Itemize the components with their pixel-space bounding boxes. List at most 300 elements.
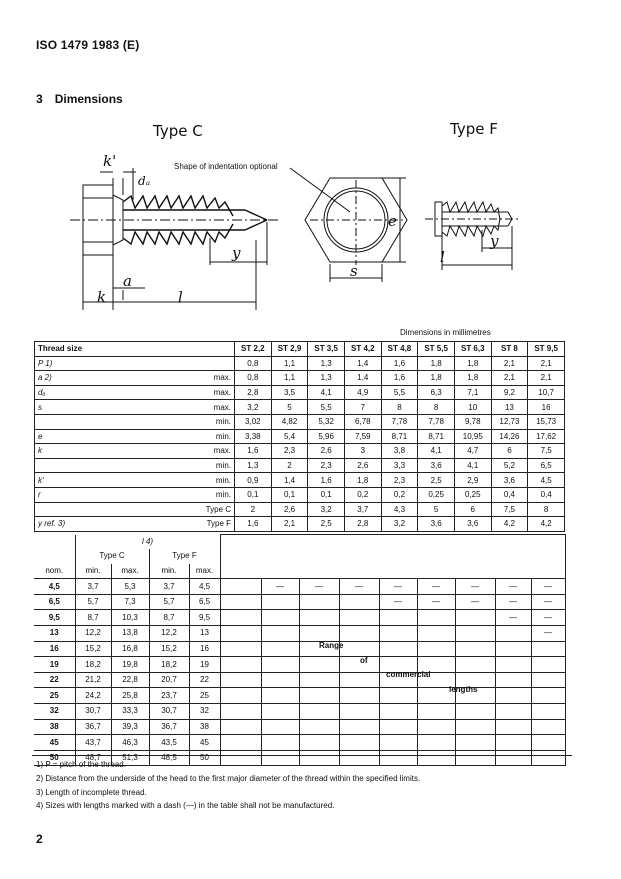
length-cell-c-min: 30,7 xyxy=(75,704,111,720)
length-row xyxy=(34,579,565,595)
table-cell: 1,6 xyxy=(381,356,418,371)
table-row xyxy=(35,487,565,502)
row-symbol: y ref. 3) xyxy=(35,517,155,532)
table-cell: 1,8 xyxy=(418,371,455,386)
row-limit: max. xyxy=(155,400,235,415)
table-cell: 4,3 xyxy=(381,502,418,517)
size-length-cell xyxy=(299,688,339,704)
size-length-cell xyxy=(339,626,379,642)
table-cell: 2,1 xyxy=(491,371,528,386)
label-a: a xyxy=(123,272,132,290)
length-cell-f-max: 25 xyxy=(189,688,220,704)
size-length-cell xyxy=(495,704,531,720)
row-limit: min. xyxy=(155,487,235,502)
size-length-cell xyxy=(455,657,495,673)
size-length-cell xyxy=(261,672,299,688)
length-cell-c-max: 25,8 xyxy=(111,688,149,704)
size-length-cell xyxy=(339,672,379,688)
size-length-cell xyxy=(220,735,261,751)
length-cell-f-min: 3,7 xyxy=(149,579,189,595)
length-cell-nom: 22 xyxy=(34,672,75,688)
label-da: dₐ xyxy=(138,174,151,188)
row-symbol xyxy=(35,502,155,517)
table-cell: 3,7 xyxy=(344,502,381,517)
length-cell-c-min: 36,7 xyxy=(75,719,111,735)
size-length-cell: — xyxy=(455,594,495,610)
footnote: 4) Sizes with lengths marked with a dash (—) in the table shall not be manufactured. xyxy=(36,801,335,810)
table-cell: 3 xyxy=(344,444,381,459)
size-col: ST 9,5 xyxy=(528,342,565,357)
row-symbol: P 1) xyxy=(35,356,155,371)
length-cell-c-min: 24,2 xyxy=(75,688,111,704)
length-cell-f-min: 30,7 xyxy=(149,704,189,720)
table-cell: 1,3 xyxy=(308,371,345,386)
type-c-label: Type C xyxy=(153,122,203,140)
table-cell: 1,1 xyxy=(271,371,308,386)
length-cell-c-max: 39,3 xyxy=(111,719,149,735)
length-cell-c-min: 8,7 xyxy=(75,610,111,626)
table-cell: 3,02 xyxy=(235,414,272,429)
table-cell: 2,5 xyxy=(308,517,345,532)
length-cell-f-min: 18,2 xyxy=(149,657,189,673)
table-cell: 8,71 xyxy=(381,429,418,444)
row-limit: Type C xyxy=(155,502,235,517)
table-cell: 1,6 xyxy=(235,444,272,459)
table-cell: 4,7 xyxy=(454,444,491,459)
length-cell-f-max: 4,5 xyxy=(189,579,220,595)
table-cell: 7,5 xyxy=(528,444,565,459)
size-length-cell xyxy=(495,672,531,688)
dimensions-table xyxy=(34,341,565,532)
row-limit xyxy=(155,356,235,371)
size-length-cell xyxy=(531,641,565,657)
size-length-cell xyxy=(339,688,379,704)
table-cell: 10,95 xyxy=(454,429,491,444)
table-cell: 1,1 xyxy=(271,356,308,371)
table-cell: 0,8 xyxy=(235,356,272,371)
table-cell: 5,5 xyxy=(381,385,418,400)
table-cell: 4,1 xyxy=(308,385,345,400)
length-cell-c-min: 3,7 xyxy=(75,579,111,595)
length-row xyxy=(34,626,565,642)
table-cell: 4,2 xyxy=(491,517,528,532)
size-length-cell xyxy=(531,704,565,720)
size-length-cell xyxy=(299,657,339,673)
length-cell-f-min: 48,5 xyxy=(149,750,189,766)
size-length-cell xyxy=(299,594,339,610)
size-length-cell xyxy=(531,672,565,688)
table-cell: 0,2 xyxy=(344,487,381,502)
size-length-cell xyxy=(339,704,379,720)
size-length-cell xyxy=(417,704,455,720)
length-row xyxy=(34,688,565,704)
size-length-cell xyxy=(299,610,339,626)
table-row xyxy=(35,371,565,386)
size-length-cell xyxy=(339,657,379,673)
table-row xyxy=(35,356,565,371)
length-row xyxy=(34,594,565,610)
table-cell: 13 xyxy=(491,400,528,415)
table-cell: 3,3 xyxy=(381,458,418,473)
row-symbol xyxy=(35,458,155,473)
table-cell: 3,38 xyxy=(235,429,272,444)
length-cell-nom: 19 xyxy=(34,657,75,673)
length-cell-f-min: 43,5 xyxy=(149,735,189,751)
table-row xyxy=(35,414,565,429)
table-cell: 5,4 xyxy=(271,429,308,444)
size-length-cell xyxy=(299,750,339,766)
table-cell: 2,6 xyxy=(344,458,381,473)
length-cell-c-min: 18,2 xyxy=(75,657,111,673)
size-length-cell xyxy=(339,719,379,735)
label-e: e xyxy=(388,212,397,230)
size-length-cell: — xyxy=(531,594,565,610)
table-cell: 7,5 xyxy=(491,502,528,517)
size-length-cell xyxy=(379,719,417,735)
size-length-cell xyxy=(531,657,565,673)
table-row xyxy=(35,444,565,459)
length-cell-f-max: 45 xyxy=(189,735,220,751)
size-length-cell xyxy=(417,735,455,751)
page-number: 2 xyxy=(36,832,43,846)
table-cell: 5 xyxy=(271,400,308,415)
length-cell-f-min: 8,7 xyxy=(149,610,189,626)
table-cell: 0,9 xyxy=(235,473,272,488)
table-cell: 3,6 xyxy=(491,473,528,488)
table-cell: 2,1 xyxy=(528,371,565,386)
row-limit: min. xyxy=(155,414,235,429)
size-length-cell xyxy=(299,626,339,642)
size-length-cell xyxy=(495,626,531,642)
size-length-cell xyxy=(417,641,455,657)
size-length-cell xyxy=(261,641,299,657)
length-row xyxy=(34,641,565,657)
length-cell-c-max: 19,8 xyxy=(111,657,149,673)
length-cell-nom: 16 xyxy=(34,641,75,657)
row-limit: max. xyxy=(155,385,235,400)
size-length-cell xyxy=(261,719,299,735)
section-number: 3 xyxy=(36,92,43,106)
length-row xyxy=(34,704,565,720)
row-limit: min. xyxy=(155,429,235,444)
size-length-cell: — xyxy=(495,579,531,595)
table-cell: 2,8 xyxy=(235,385,272,400)
table-cell: 14,26 xyxy=(491,429,528,444)
size-col: ST 6,3 xyxy=(454,342,491,357)
size-length-cell xyxy=(261,610,299,626)
table-cell: 3,2 xyxy=(308,502,345,517)
length-cell-nom: 32 xyxy=(34,704,75,720)
length-cell-f-max: 16 xyxy=(189,641,220,657)
table-cell: 1,8 xyxy=(418,356,455,371)
table-cell: 1,8 xyxy=(454,356,491,371)
type-f-header: Type F xyxy=(149,549,220,564)
row-symbol: dₐ xyxy=(35,385,155,400)
size-length-cell xyxy=(531,688,565,704)
length-cell-nom: 9,5 xyxy=(34,610,75,626)
length-cell-f-max: 32 xyxy=(189,704,220,720)
size-length-cell xyxy=(417,610,455,626)
size-col: ST 2,9 xyxy=(271,342,308,357)
row-symbol: r xyxy=(35,487,155,502)
size-length-cell xyxy=(455,641,495,657)
length-cell-f-min: 20,7 xyxy=(149,672,189,688)
size-length-cell xyxy=(261,750,299,766)
type-f-label: Type F xyxy=(450,120,498,138)
range-word: Range xyxy=(319,641,344,650)
length-cell-f-max: 19 xyxy=(189,657,220,673)
length-cell-c-max: 46,3 xyxy=(111,735,149,751)
size-length-cell xyxy=(261,704,299,720)
length-cell-f-max: 22 xyxy=(189,672,220,688)
table-cell: 0,4 xyxy=(528,487,565,502)
length-cell-c-min: 5,7 xyxy=(75,594,111,610)
table-cell: 2,3 xyxy=(381,473,418,488)
size-length-cell xyxy=(299,672,339,688)
size-length-cell xyxy=(379,688,417,704)
size-length-cell xyxy=(299,704,339,720)
section-title: Dimensions xyxy=(54,92,123,106)
table-cell: 10,7 xyxy=(528,385,565,400)
table-cell: 2,5 xyxy=(418,473,455,488)
table-cell: 2,6 xyxy=(308,444,345,459)
table-cell: 6,78 xyxy=(344,414,381,429)
length-cell-f-min: 36,7 xyxy=(149,719,189,735)
size-length-cell xyxy=(455,626,495,642)
row-limit: Type F xyxy=(155,517,235,532)
table-cell: 0,25 xyxy=(418,487,455,502)
size-length-cell: — xyxy=(495,594,531,610)
label-l-c: l xyxy=(178,288,183,306)
size-length-cell xyxy=(220,704,261,720)
table-cell: 2,6 xyxy=(271,502,308,517)
table-cell: 0,1 xyxy=(308,487,345,502)
table-cell: 3,8 xyxy=(381,444,418,459)
length-cell-c-min: 21,2 xyxy=(75,672,111,688)
row-symbol: s xyxy=(35,400,155,415)
table-cell: 0,1 xyxy=(235,487,272,502)
table-cell: 3,6 xyxy=(418,458,455,473)
size-length-cell xyxy=(261,594,299,610)
table-cell: 6 xyxy=(491,444,528,459)
size-length-cell xyxy=(339,594,379,610)
length-row xyxy=(34,672,565,688)
indentation-note: Shape of indentation optional xyxy=(174,162,278,171)
table-cell: 8 xyxy=(528,502,565,517)
size-length-cell: — xyxy=(531,626,565,642)
length-cell-f-max: 9,5 xyxy=(189,610,220,626)
label-s: s xyxy=(350,262,358,280)
label-k: k xyxy=(97,288,107,306)
label-k-prime: k' xyxy=(103,152,117,170)
size-length-cell xyxy=(495,688,531,704)
lengths-table xyxy=(34,534,566,766)
table-row xyxy=(35,385,565,400)
size-length-cell xyxy=(455,704,495,720)
size-col: ST 4,8 xyxy=(381,342,418,357)
length-cell-f-max: 38 xyxy=(189,719,220,735)
size-length-cell xyxy=(261,735,299,751)
table-cell: 3,2 xyxy=(235,400,272,415)
length-row xyxy=(34,610,565,626)
length-cell-f-max: 6,5 xyxy=(189,594,220,610)
table-cell: 6,3 xyxy=(418,385,455,400)
length-cell-nom: 4,5 xyxy=(34,579,75,595)
size-length-cell xyxy=(299,719,339,735)
size-length-cell xyxy=(379,610,417,626)
table-cell: 16 xyxy=(528,400,565,415)
footnote: 3) Length of incomplete thread. xyxy=(36,788,147,797)
length-cell-f-min: 12,2 xyxy=(149,626,189,642)
table-cell: 2 xyxy=(271,458,308,473)
table-cell: 7,59 xyxy=(344,429,381,444)
table-cell: 1,3 xyxy=(235,458,272,473)
size-col: ST 5,5 xyxy=(418,342,455,357)
standard-header: ISO 1479 1983 (E) xyxy=(36,38,140,52)
table-cell: 0,25 xyxy=(454,487,491,502)
size-length-cell: — xyxy=(417,594,455,610)
table-cell: 7,78 xyxy=(381,414,418,429)
table-cell: 1,6 xyxy=(235,517,272,532)
size-length-cell: — xyxy=(495,610,531,626)
length-row xyxy=(34,657,565,673)
table-cell: 1,4 xyxy=(271,473,308,488)
length-cell-f-min: 5,7 xyxy=(149,594,189,610)
table-cell: 5,96 xyxy=(308,429,345,444)
table-cell: 1,3 xyxy=(308,356,345,371)
length-cell-nom: 45 xyxy=(34,735,75,751)
table-cell: 2,3 xyxy=(271,444,308,459)
size-length-cell xyxy=(531,735,565,751)
table-row xyxy=(35,429,565,444)
size-length-cell xyxy=(299,735,339,751)
length-cell-c-max: 51,3 xyxy=(111,750,149,766)
length-cell-c-max: 16,8 xyxy=(111,641,149,657)
table-cell: 1,6 xyxy=(308,473,345,488)
size-length-cell xyxy=(339,641,379,657)
table-cell: 4,5 xyxy=(528,473,565,488)
size-length-cell xyxy=(261,657,299,673)
table-cell: 7 xyxy=(344,400,381,415)
table-cell: 1,4 xyxy=(344,371,381,386)
size-length-cell xyxy=(220,750,261,766)
size-length-cell xyxy=(531,750,565,766)
table-cell: 1,8 xyxy=(344,473,381,488)
size-length-cell xyxy=(220,641,261,657)
table-cell: 17,62 xyxy=(528,429,565,444)
table-cell: 4,1 xyxy=(454,458,491,473)
size-length-cell: — xyxy=(339,579,379,595)
row-symbol: a 2) xyxy=(35,371,155,386)
table-cell: 6,5 xyxy=(528,458,565,473)
table-cell: 3,2 xyxy=(381,517,418,532)
range-word: lengths xyxy=(449,685,478,694)
thread-size-label: Thread size xyxy=(35,342,235,357)
length-cell-c-max: 22,8 xyxy=(111,672,149,688)
size-length-cell xyxy=(220,672,261,688)
table-cell: 0,1 xyxy=(271,487,308,502)
size-length-cell: — xyxy=(379,594,417,610)
table-cell: 10 xyxy=(454,400,491,415)
table-cell: 7,1 xyxy=(454,385,491,400)
length-cell-c-max: 33,3 xyxy=(111,704,149,720)
table-cell: 2,1 xyxy=(271,517,308,532)
size-length-cell xyxy=(339,610,379,626)
table-cell: 3,5 xyxy=(271,385,308,400)
size-length-cell xyxy=(220,688,261,704)
length-row xyxy=(34,719,565,735)
table-cell: 5,2 xyxy=(491,458,528,473)
table-cell: 12,73 xyxy=(491,414,528,429)
table-cell: 15,73 xyxy=(528,414,565,429)
length-cell-c-max: 10,3 xyxy=(111,610,149,626)
length-cell-c-min: 15,2 xyxy=(75,641,111,657)
table-cell: 1,8 xyxy=(454,371,491,386)
table-cell: 5,5 xyxy=(308,400,345,415)
length-cell-c-max: 7,3 xyxy=(111,594,149,610)
size-length-cell xyxy=(379,626,417,642)
size-col: ST 8 xyxy=(491,342,528,357)
col-f-max: max. xyxy=(189,564,220,579)
size-length-cell xyxy=(455,719,495,735)
type-c-header: Type C xyxy=(75,549,149,564)
table-cell: 8,71 xyxy=(418,429,455,444)
size-length-cell xyxy=(495,719,531,735)
table-cell: 4,9 xyxy=(344,385,381,400)
size-length-cell: — xyxy=(531,610,565,626)
table-cell: 1,6 xyxy=(381,371,418,386)
length-cell-nom: 38 xyxy=(34,719,75,735)
table-cell: 2,9 xyxy=(454,473,491,488)
size-length-cell: — xyxy=(261,579,299,595)
footnote: 1) P = pitch of the thread. xyxy=(36,760,126,769)
table-cell: 9,2 xyxy=(491,385,528,400)
table-cell: 0,2 xyxy=(381,487,418,502)
size-length-cell xyxy=(379,641,417,657)
size-length-cell xyxy=(455,750,495,766)
size-length-cell: — xyxy=(299,579,339,595)
size-length-cell: — xyxy=(455,579,495,595)
footnote: 2) Distance from the underside of the head to the first major diameter of the thread within the specified limits. xyxy=(36,774,421,783)
size-length-cell xyxy=(220,594,261,610)
table-cell: 9,78 xyxy=(454,414,491,429)
size-length-cell xyxy=(495,735,531,751)
size-length-cell xyxy=(261,626,299,642)
table-cell: 2,3 xyxy=(308,458,345,473)
length-cell-c-max: 13,8 xyxy=(111,626,149,642)
size-col: ST 4,2 xyxy=(344,342,381,357)
table-cell: 3,6 xyxy=(418,517,455,532)
row-symbol: k' xyxy=(35,473,155,488)
size-length-cell xyxy=(455,735,495,751)
length-row xyxy=(34,735,565,751)
table-cell: 6 xyxy=(454,502,491,517)
length-cell-c-min: 12,2 xyxy=(75,626,111,642)
table-cell: 2,1 xyxy=(528,356,565,371)
size-length-cell xyxy=(417,750,455,766)
col-c-max: max. xyxy=(111,564,149,579)
label-y-f: y xyxy=(490,232,499,250)
col-c-min: min. xyxy=(75,564,111,579)
label-y-c: y xyxy=(232,244,241,262)
label-l-f: l xyxy=(440,248,445,266)
size-col: ST 2,2 xyxy=(235,342,272,357)
size-length-cell xyxy=(261,688,299,704)
table-row xyxy=(35,502,565,517)
row-symbol xyxy=(35,414,155,429)
table-cell: 1,4 xyxy=(344,356,381,371)
table-cell: 4,1 xyxy=(418,444,455,459)
